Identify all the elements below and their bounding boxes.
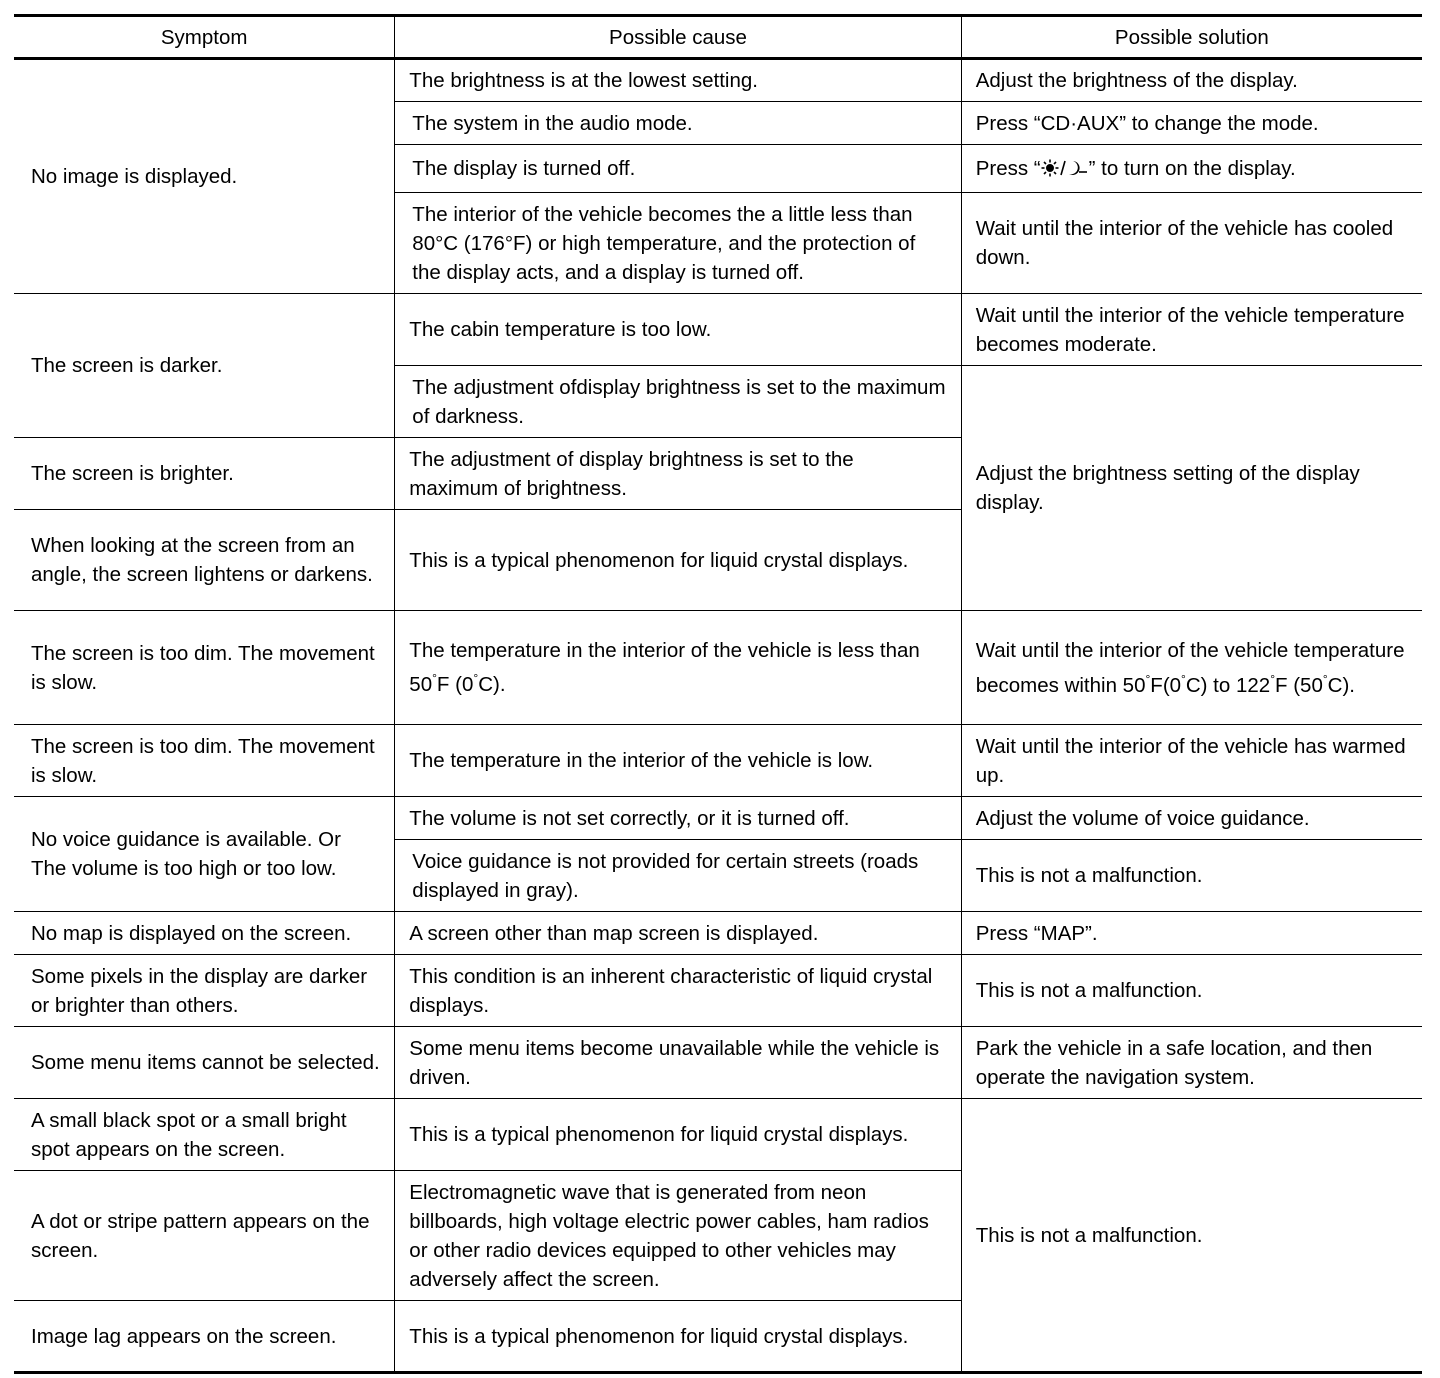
solution-text: F (50 [1275, 673, 1323, 697]
symptom-cell: The screen is too dim. The movement is slow. [14, 725, 395, 797]
cause-cell: This is a typical phenomenon for liquid crystal displays. [395, 1301, 961, 1373]
symptom-cell: No image is displayed. [14, 59, 395, 294]
table-row [14, 912, 1422, 955]
cause-cell: The volume is not set correctly, or it is turned off. [395, 797, 961, 840]
troubleshooting-table [14, 14, 1422, 1374]
solution-cell: This is not a malfunction. [961, 840, 1422, 912]
solution-cell [961, 611, 1422, 725]
cause-cell: A screen other than map screen is displayed. [395, 912, 961, 955]
solution-text: Wait until the interior of the vehicle temperature becomes within 50 [975, 638, 1405, 697]
symptom-cell: No map is displayed on the screen. [14, 912, 395, 955]
cause-cell: The brightness is at the lowest setting. [395, 59, 961, 102]
cause-cell [395, 611, 961, 725]
degree-sign: ° [432, 670, 437, 685]
header-cause: Possible cause [395, 16, 961, 59]
cause-cell: The display is turned off. [395, 145, 961, 193]
degree-sign: ° [1270, 671, 1275, 686]
solution-cell: Wait until the interior of the vehicle has cooled down. [961, 193, 1422, 294]
symptom-cell: The screen is brighter. [14, 438, 395, 510]
cause-cell: The interior of the vehicle becomes the a little less than 80°C (176°F) or high temperature, and the protection of the display acts, and a display is turned off. [395, 193, 961, 294]
cause-cell: This is a typical phenomenon for liquid crystal displays. [395, 510, 961, 611]
solution-cell: Press “CD·AUX” to change the mode. [961, 102, 1422, 145]
sun-moon-icon [1041, 159, 1089, 177]
solution-cell: Press “MAP”. [961, 912, 1422, 955]
solution-cell: Wait until the interior of the vehicle has warmed up. [961, 725, 1422, 797]
cause-cell: Voice guidance is not provided for certain streets (roads displayed in gray). [395, 840, 961, 912]
cause-cell: The cabin temperature is too low. [395, 294, 961, 366]
solution-cell: Adjust the brightness of the display. [961, 59, 1422, 102]
table-row [14, 294, 1422, 366]
table-row [14, 955, 1422, 1027]
symptom-cell: The screen is darker. [14, 294, 395, 438]
solution-cell: Adjust the volume of voice guidance. [961, 797, 1422, 840]
solution-cell: This is not a malfunction. [961, 955, 1422, 1027]
solution-text: Press “ [975, 157, 1041, 180]
symptom-cell: Some menu items cannot be selected. [14, 1027, 395, 1099]
table-row [14, 611, 1422, 725]
cause-cell: Some menu items become unavailable while the vehicle is driven. [395, 1027, 961, 1099]
solution-text: ” to turn on the display. [1088, 157, 1296, 180]
table-row [14, 1099, 1422, 1171]
degree-sign: ° [1145, 671, 1151, 686]
table-row [14, 725, 1422, 797]
symptom-cell: When looking at the screen from an angle, the screen lightens or darkens. [14, 510, 395, 611]
solution-cell: Wait until the interior of the vehicle temperature becomes moderate. [961, 294, 1422, 366]
cause-text: The temperature in the interior of the vehicle is less than 50 [409, 638, 920, 696]
symptom-cell: The screen is too dim. The movement is slow. [14, 611, 395, 725]
solution-cell: This is not a malfunction. [961, 1099, 1422, 1373]
cause-cell: This condition is an inherent characteristic of liquid crystal displays. [395, 955, 961, 1027]
cause-cell: The temperature in the interior of the vehicle is low. [395, 725, 961, 797]
solution-text: F(0 [1150, 673, 1182, 697]
cause-cell: The adjustment ofdisplay brightness is set to the maximum of darkness. [395, 366, 961, 438]
cause-cell: Electromagnetic wave that is generated from neon billboards, high voltage electric power cables, ham radios or other radio devices equipped to other vehicles may adversely affect the screen. [395, 1171, 961, 1301]
cause-text: C). [478, 672, 506, 696]
header-row [14, 16, 1422, 59]
solution-text: C). [1327, 673, 1355, 697]
symptom-cell: A small black spot or a small bright spot appears on the screen. [14, 1099, 395, 1171]
header-solution: Possible solution [961, 16, 1422, 59]
symptom-cell: Image lag appears on the screen. [14, 1301, 395, 1373]
cause-cell: The adjustment of display brightness is set to the maximum of brightness. [395, 438, 961, 510]
degree-sign: ° [1322, 671, 1328, 686]
degree-sign: ° [473, 670, 479, 685]
solution-text: C) to 122 [1185, 673, 1271, 697]
table-row [14, 59, 1422, 102]
symptom-cell: Some pixels in the display are darker or brighter than others. [14, 955, 395, 1027]
degree-sign: ° [1181, 671, 1186, 686]
cause-cell: The system in the audio mode. [395, 102, 961, 145]
table-row [14, 1027, 1422, 1099]
cause-text: F (0 [436, 672, 474, 696]
symptom-cell: A dot or stripe pattern appears on the screen. [14, 1171, 395, 1301]
header-symptom: Symptom [14, 16, 395, 59]
solution-cell: Park the vehicle in a safe location, and then operate the navigation system. [961, 1027, 1422, 1099]
table-row [14, 797, 1422, 840]
cause-cell: This is a typical phenomenon for liquid crystal displays. [395, 1099, 961, 1171]
solution-cell [961, 145, 1422, 193]
symptom-cell: No voice guidance is available. Or The volume is too high or too low. [14, 797, 395, 912]
solution-cell: Adjust the brightness setting of the display display. [961, 366, 1422, 611]
